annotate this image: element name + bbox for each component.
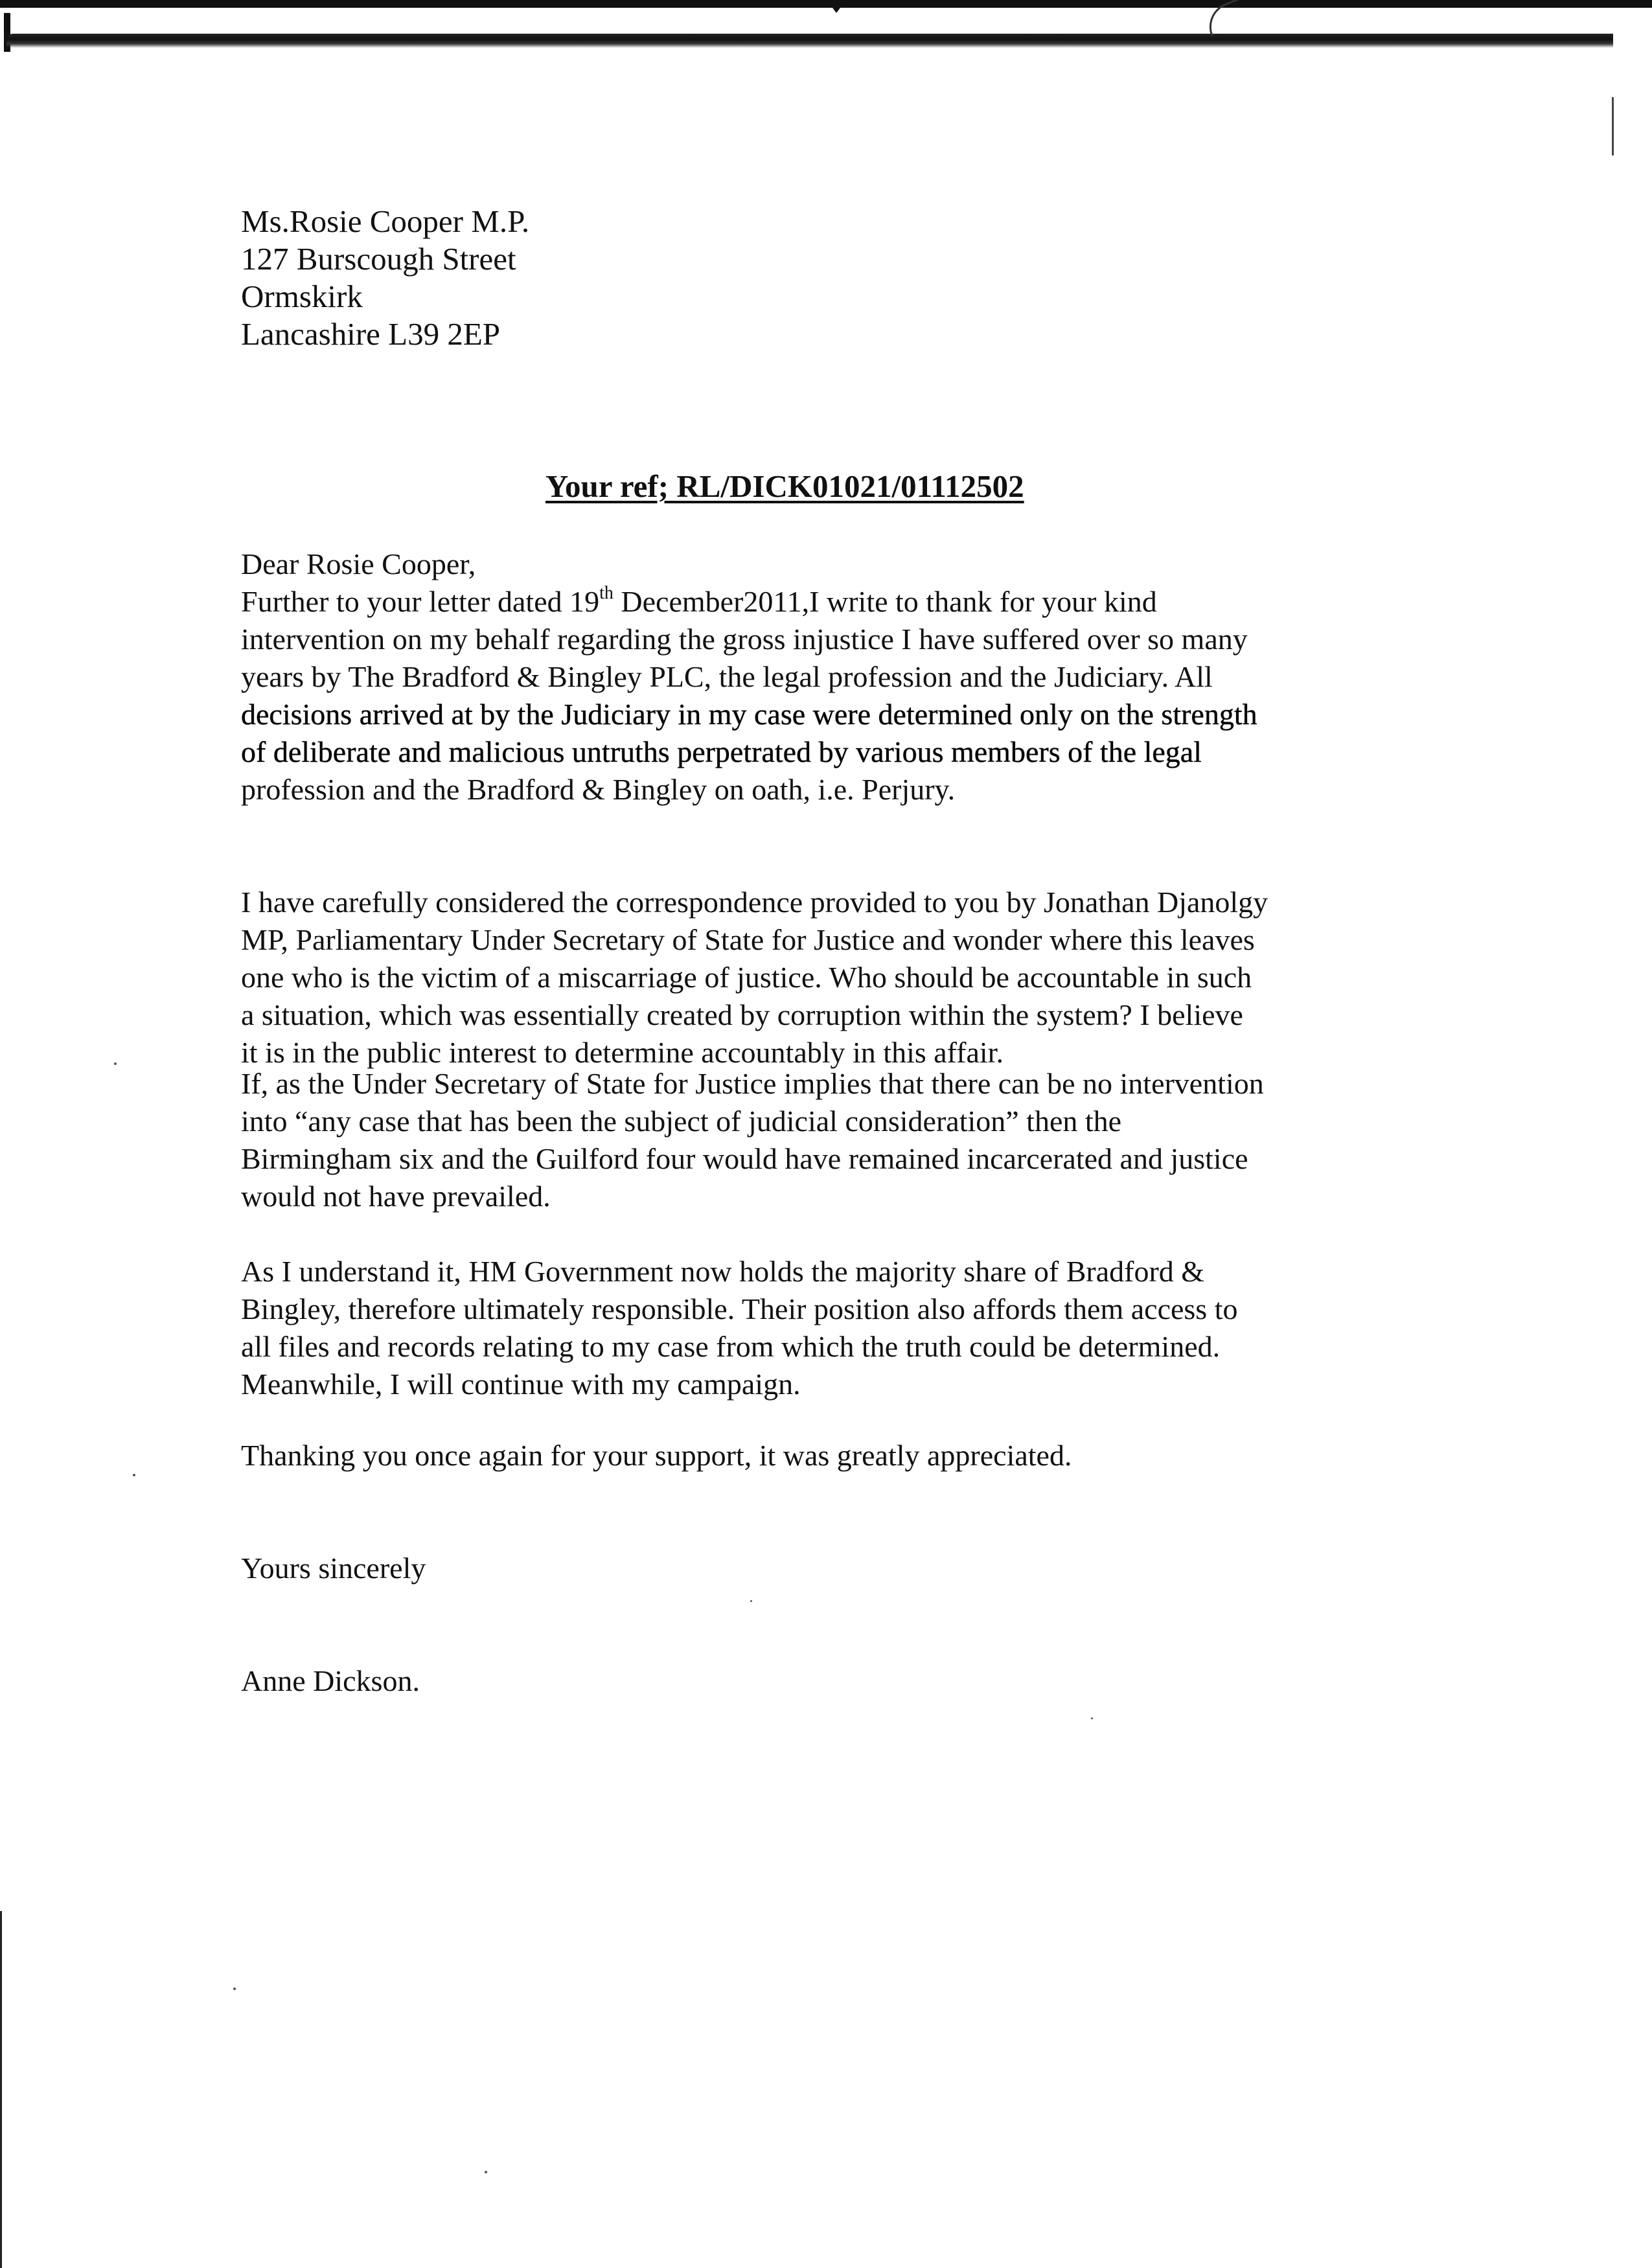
- paragraph-line: I have carefully considered the correspondence provided to you by Jonathan Djanolgy: [241, 886, 1268, 919]
- address-line: Ormskirk: [241, 279, 363, 314]
- scan-speck: [114, 1062, 117, 1065]
- paragraph-line: Meanwhile, I will continue with my campaign.: [241, 1368, 801, 1401]
- paragraph-line: As I understand it, HM Government now holds the majority share of Bradford &: [241, 1255, 1205, 1288]
- address-line: 127 Burscough Street: [241, 241, 516, 277]
- scan-speck: [1091, 1717, 1093, 1719]
- scan-left-bottom-mark: [0, 1911, 2, 2268]
- paragraph-3: [241, 1065, 1355, 1215]
- paragraph-line: all files and records relating to my case from which the truth could be determined.: [241, 1330, 1221, 1363]
- paragraph-line: [241, 583, 1355, 621]
- date-text: Further to your letter dated 19: [241, 585, 600, 618]
- paragraph-line: Thanking you once again for your support, it was greatly appreciated.: [241, 1439, 1072, 1472]
- paragraph-line: into “any case that has been the subject of judicial consideration” then the: [241, 1105, 1122, 1138]
- scan-speck: [233, 1987, 236, 1990]
- scan-speck: [133, 1474, 135, 1476]
- paragraph-line: years by The Bradford & Bingley PLC, the legal profession and the Judiciary. All: [241, 660, 1213, 693]
- paragraph-line: of deliberate and malicious untruths perpetrated by various members of the legal: [241, 735, 1202, 768]
- closing: Yours sincerely: [241, 1552, 426, 1585]
- address-line: Ms.Rosie Cooper M.P.: [241, 203, 530, 239]
- signature-name: Anne Dickson.: [241, 1664, 420, 1697]
- paragraph-4: [241, 1253, 1355, 1403]
- scan-notch-mark: [831, 5, 842, 13]
- salutation: Dear Rosie Cooper,: [241, 547, 476, 580]
- paragraph-line: would not have prevailed.: [241, 1180, 551, 1213]
- paragraph-line: one who is the victim of a miscarriage of justice. Who should be accountable in such: [241, 961, 1252, 994]
- paragraph-line: Bingley, therefore ultimately responsible. Their position also affords them access to: [241, 1292, 1238, 1325]
- paragraph-1: [241, 583, 1355, 808]
- paragraph-text: December2011,I write to thank for your kind: [613, 585, 1157, 618]
- paragraph-line: If, as the Under Secretary of State for Justice implies that there can be no intervention: [241, 1067, 1264, 1100]
- recipient-address: [241, 203, 529, 353]
- paragraph-line: it is in the public interest to determine accountably in this affair.: [241, 1036, 1004, 1069]
- paragraph-5: [241, 1437, 1355, 1474]
- scan-border-line: [6, 34, 1613, 48]
- paragraph-line: decisions arrived at by the Judiciary in my case were determined only on the strength: [241, 698, 1257, 731]
- paragraph-line: MP, Parliamentary Under Secretary of State for Justice and wonder where this leaves: [241, 923, 1255, 956]
- paragraph-line: Birmingham six and the Guilford four would have remained incarcerated and justice: [241, 1142, 1248, 1175]
- scan-speck: [485, 2171, 487, 2173]
- paragraph-2: [241, 884, 1355, 1071]
- scan-top-edge: [0, 0, 1652, 8]
- paragraph-line: a situation, which was essentially created by corruption within the system? I believe: [241, 998, 1243, 1031]
- reference-heading: Your ref; RL/DICK01021/01112502: [545, 468, 1024, 504]
- date-suffix: th: [599, 582, 614, 603]
- address-line: Lancashire L39 2EP: [241, 316, 501, 352]
- scan-right-edge-mark: [1612, 97, 1614, 155]
- paragraph-line: intervention on my behalf regarding the gross injustice I have suffered over so many: [241, 623, 1248, 656]
- scan-speck: [750, 1600, 752, 1602]
- paragraph-line: profession and the Bradford & Bingley on oath, i.e. Perjury.: [241, 773, 956, 806]
